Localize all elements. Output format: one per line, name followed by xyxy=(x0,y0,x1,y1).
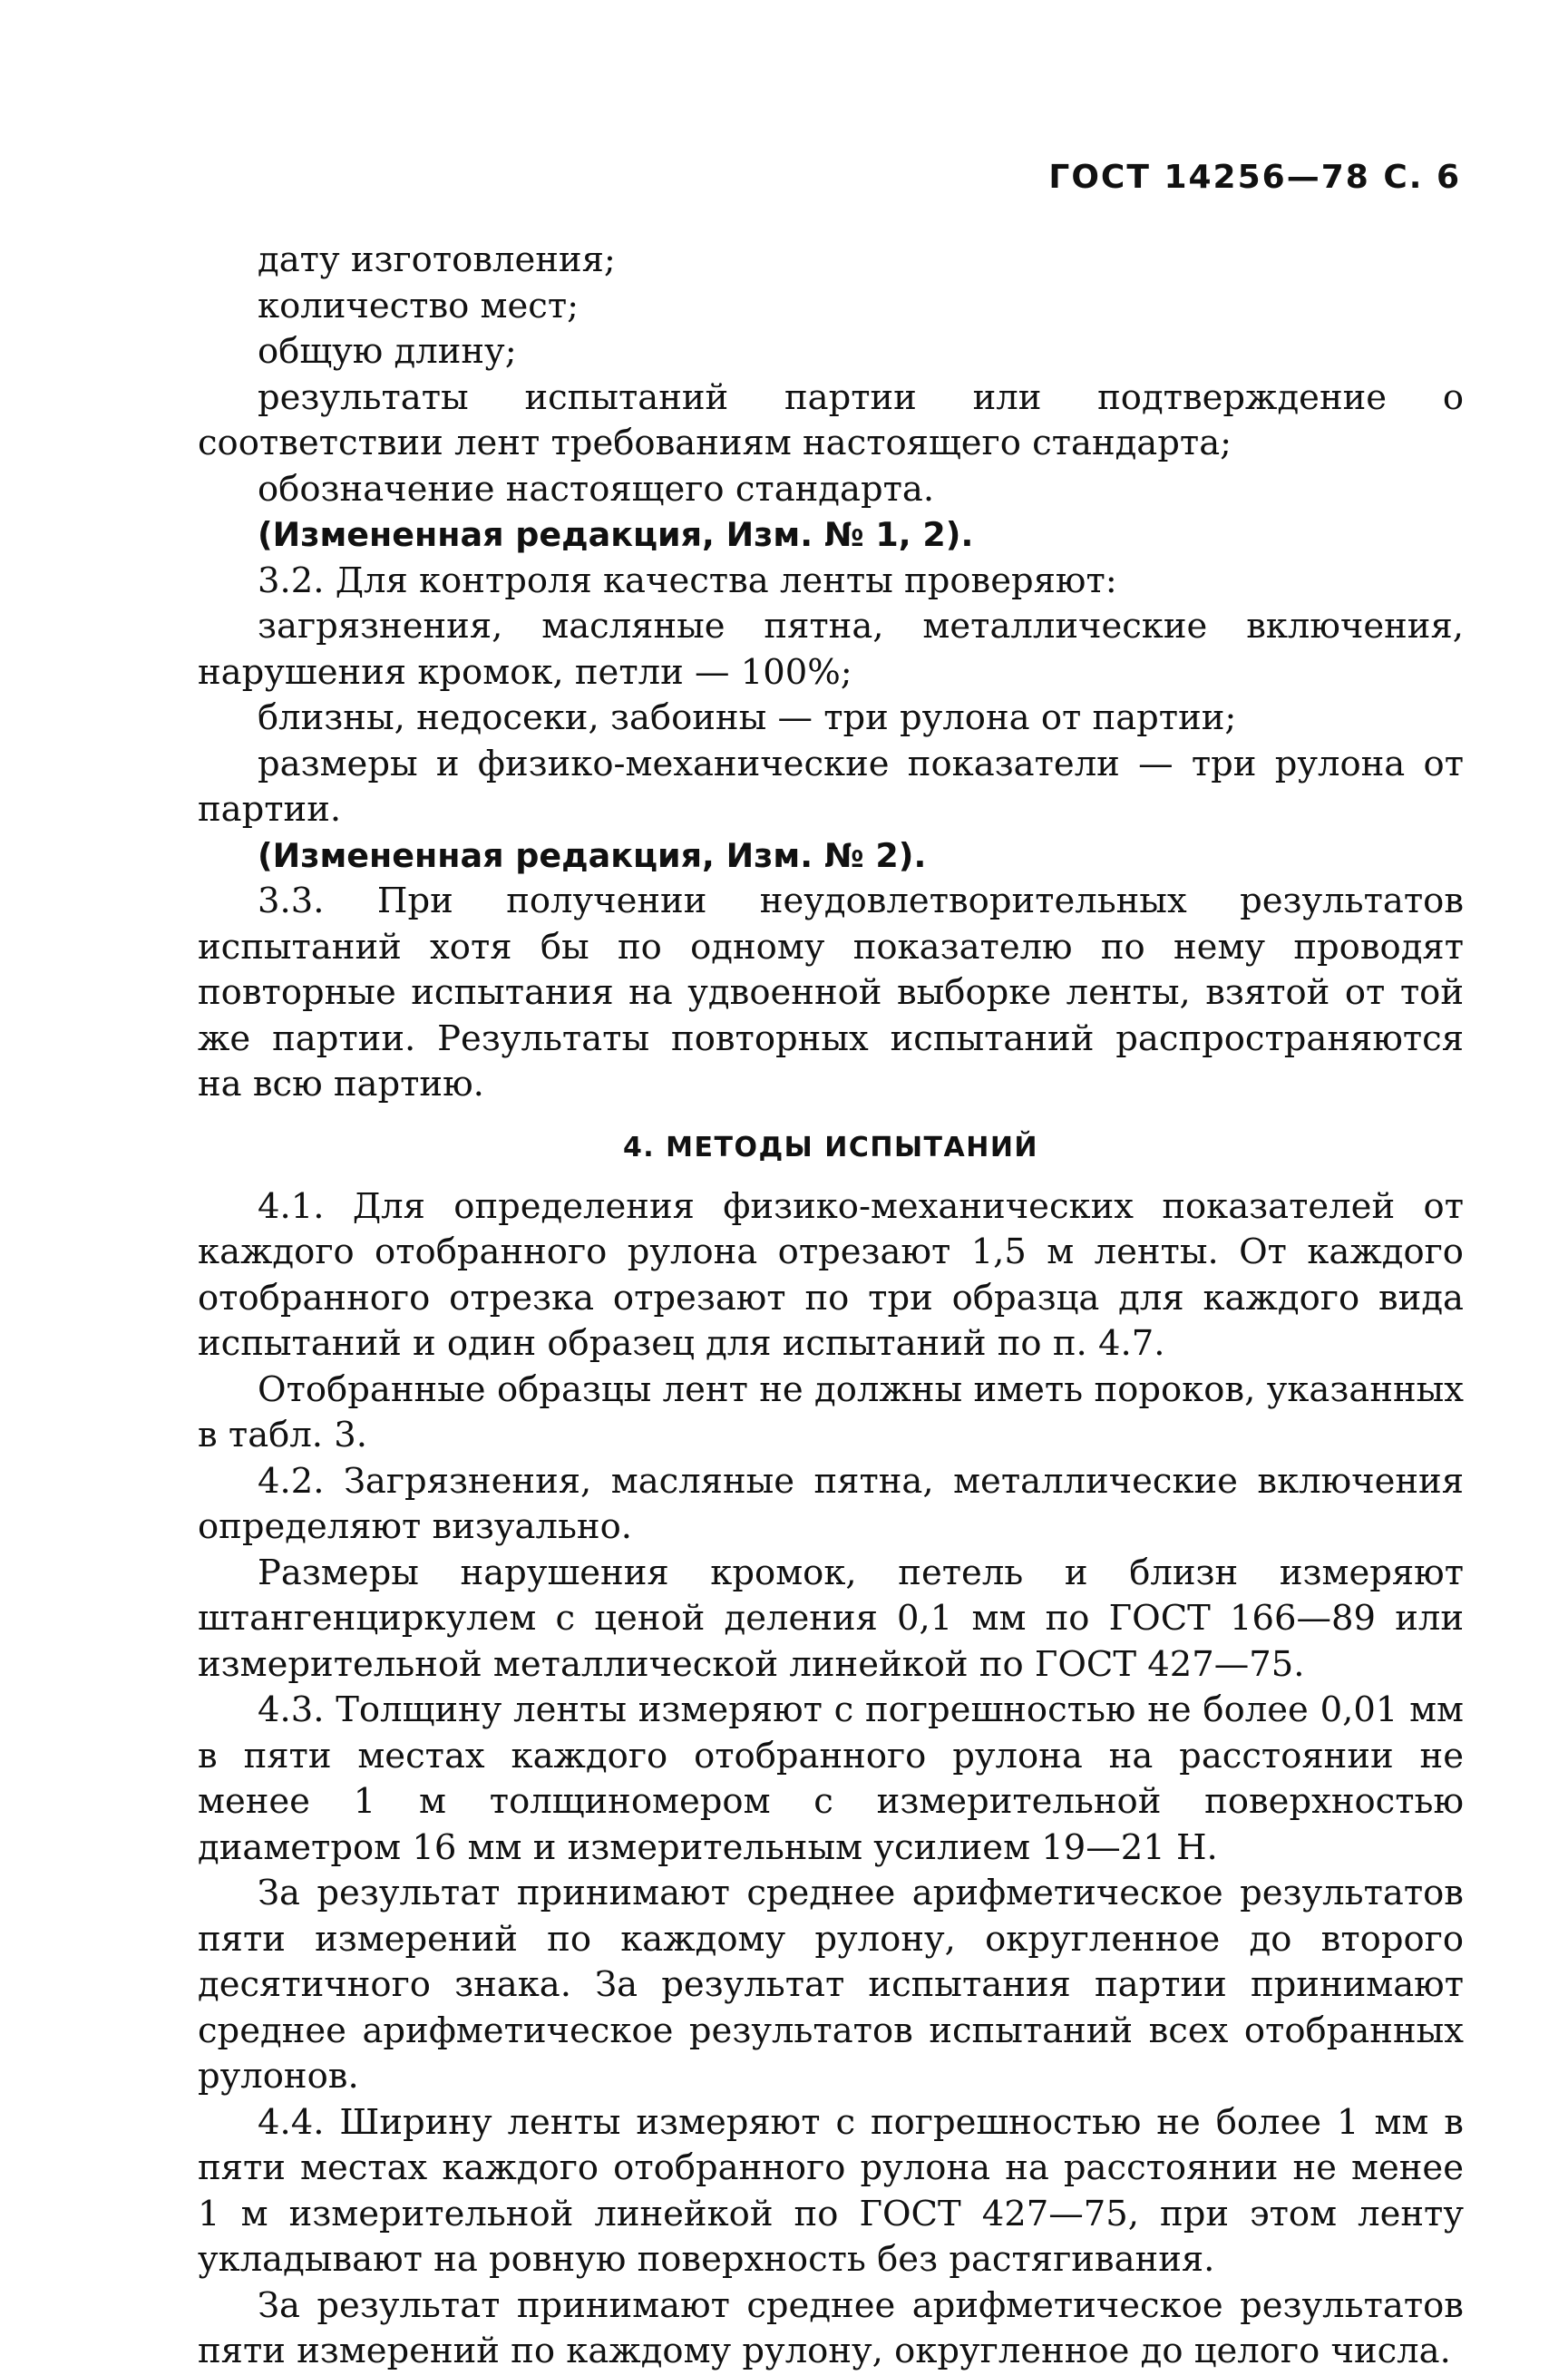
label-item: общую длину; xyxy=(258,331,517,372)
clause-3-2-item: загрязнения, масляные пятна, металлические включения, нарушения кромок, петли — 100%; xyxy=(198,606,1464,693)
clause-4-2: 4.2. Загрязнения, масляные пятна, металлические включения определяют визуально. xyxy=(198,1460,1464,1547)
clause-4-3: 4.3. Толщину ленты измеряют с погрешностью не более 0,01 мм в пяти местах каждого отобранного рулона на расстоянии не менее 1 м толщиномером с измерительной поверхностью диаметром 16 мм и измерительным усилием 19—21 Н. xyxy=(198,1689,1464,1868)
paragraph: За результат принимают среднее арифметическое результатов пяти измерений по каждому рулону, округленное до целого числа. xyxy=(198,2284,1464,2371)
amendment-note: (Измененная редакция, Изм. № 1, 2). xyxy=(258,515,974,554)
clause-3-2: 3.2. Для контроля качества ленты проверяют: xyxy=(258,560,1117,601)
clause-3-2-item: близны, недосеки, забоины — три рулона от партии; xyxy=(258,697,1237,738)
section-title: 4. МЕТОДЫ ИСПЫТАНИЙ xyxy=(622,1131,1039,1163)
paragraph: Отобранные образцы лент не должны иметь пороков, указанных в табл. 3. xyxy=(198,1368,1464,1455)
clause-4-4: 4.4. Ширину ленты измеряют с погрешностью не более 1 мм в пяти местах каждого отобранного рулона на расстоянии не менее 1 м измерительной линейкой по ГОСТ 427—75, при этом ленту укладывают на ровную поверхность без растягивания. xyxy=(198,2101,1464,2280)
page-header: ГОСТ 14256—78 С. 6 xyxy=(1048,159,1461,196)
paragraph: Размеры нарушения кромок, петель и близн измеряют штангенциркулем с ценой деления 0,1 мм по ГОСТ 166—89 или измерительной металлической линейкой по ГОСТ 427—75. xyxy=(198,1552,1464,1685)
label-item: дату изготовления; xyxy=(258,239,616,280)
clause-3-3: 3.3. При получении неудовлетворительных результатов испытаний хотя бы по одному показателю по нему проводят повторные испытания на удвоенной выборке ленты, взятой от той же партии. Результаты повторных испытаний распространяются на всю партию. xyxy=(198,881,1464,1105)
label-item: количество мест; xyxy=(258,285,579,326)
amendment-note: (Измененная редакция, Изм. № 2). xyxy=(258,835,927,875)
label-item: обозначение настоящего стандарта. xyxy=(258,468,935,510)
clause-4-1: 4.1. Для определения физико-механических показателей от каждого отобранного рулона отрезают 1,5 м ленты. От каждого отобранного отрезка отрезают по три образца для каждого вида испытаний и один образец для испытаний по п. 4.7. xyxy=(198,1185,1464,1364)
label-item: результаты испытаний партии или подтверждение о соответствии лент требованиям настоящего стандарта; xyxy=(198,376,1464,463)
document-body xyxy=(198,238,1464,2375)
paragraph: За результат принимают среднее арифметическое результатов пяти измерений по каждому рулону, округленное до второго десятичного знака. За результат испытания партии принимают среднее арифметическое результатов испытаний всех отобранных рулонов. xyxy=(198,1873,1464,2097)
clause-3-2-item: размеры и физико-механические показатели — три рулона от партии. xyxy=(198,743,1464,830)
